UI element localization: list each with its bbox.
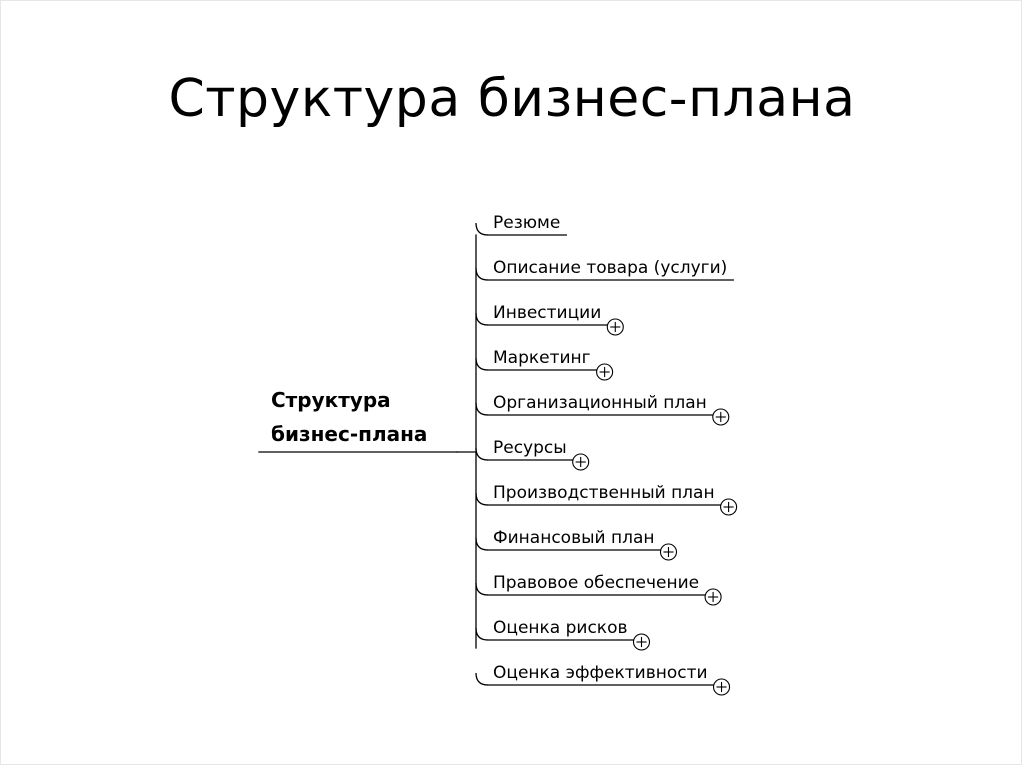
expand-plus-icon[interactable]: [597, 364, 613, 380]
branch-connector: [476, 448, 488, 460]
branch-node: [476, 393, 729, 425]
branch-connector: [476, 313, 488, 325]
branch-node: [476, 303, 623, 335]
branch-node: [476, 573, 721, 605]
branch-label: Ресурсы: [493, 438, 567, 458]
branch-node: [476, 483, 737, 515]
expand-plus-icon[interactable]: [721, 499, 737, 515]
branch-label: Оценка эффективности: [493, 663, 708, 683]
branch-label: Организационный план: [493, 393, 707, 413]
branch-label: Финансовый план: [493, 528, 655, 548]
expand-plus-icon[interactable]: [634, 634, 650, 650]
branch-node: [476, 528, 676, 560]
branch-connector: [476, 673, 488, 685]
expand-plus-icon[interactable]: [607, 319, 623, 335]
root-label-line2: бизнес-плана: [271, 422, 428, 446]
branch-label: Резюме: [493, 213, 561, 233]
branch-label: Оценка рисков: [493, 618, 628, 638]
expand-plus-icon[interactable]: [705, 589, 721, 605]
branch-connector: [476, 223, 488, 235]
expand-plus-icon[interactable]: [714, 679, 730, 695]
branch-connector: [476, 538, 488, 550]
root-node: [259, 388, 476, 452]
branch-connector: [476, 403, 488, 415]
branch-label: Инвестиции: [493, 303, 602, 323]
expand-plus-icon[interactable]: [713, 409, 729, 425]
expand-plus-icon[interactable]: [660, 544, 676, 560]
branch-connector: [476, 358, 488, 370]
branch-label: Маркетинг: [493, 348, 591, 368]
branch-list: [476, 213, 737, 695]
branch-node: [476, 663, 730, 695]
branch-label: Правовое обеспечение: [493, 573, 700, 593]
branch-node: [476, 438, 589, 470]
branch-connector: [476, 493, 488, 505]
branch-connector: [476, 628, 488, 640]
branch-connector: [476, 583, 488, 595]
branch-label: Описание товара (услуги): [493, 258, 728, 278]
mind-map-diagram: [1, 1, 1023, 766]
expand-plus-icon[interactable]: [573, 454, 589, 470]
branch-node: [476, 618, 650, 650]
branch-connector: [476, 268, 488, 280]
branch-node: [476, 348, 613, 380]
branch-node: [476, 258, 733, 280]
root-label-line1: Структура: [271, 388, 391, 412]
branch-label: Производственный план: [493, 483, 715, 503]
branch-node: [476, 213, 566, 235]
slide-title: Структура бизнес-плана: [168, 69, 856, 129]
